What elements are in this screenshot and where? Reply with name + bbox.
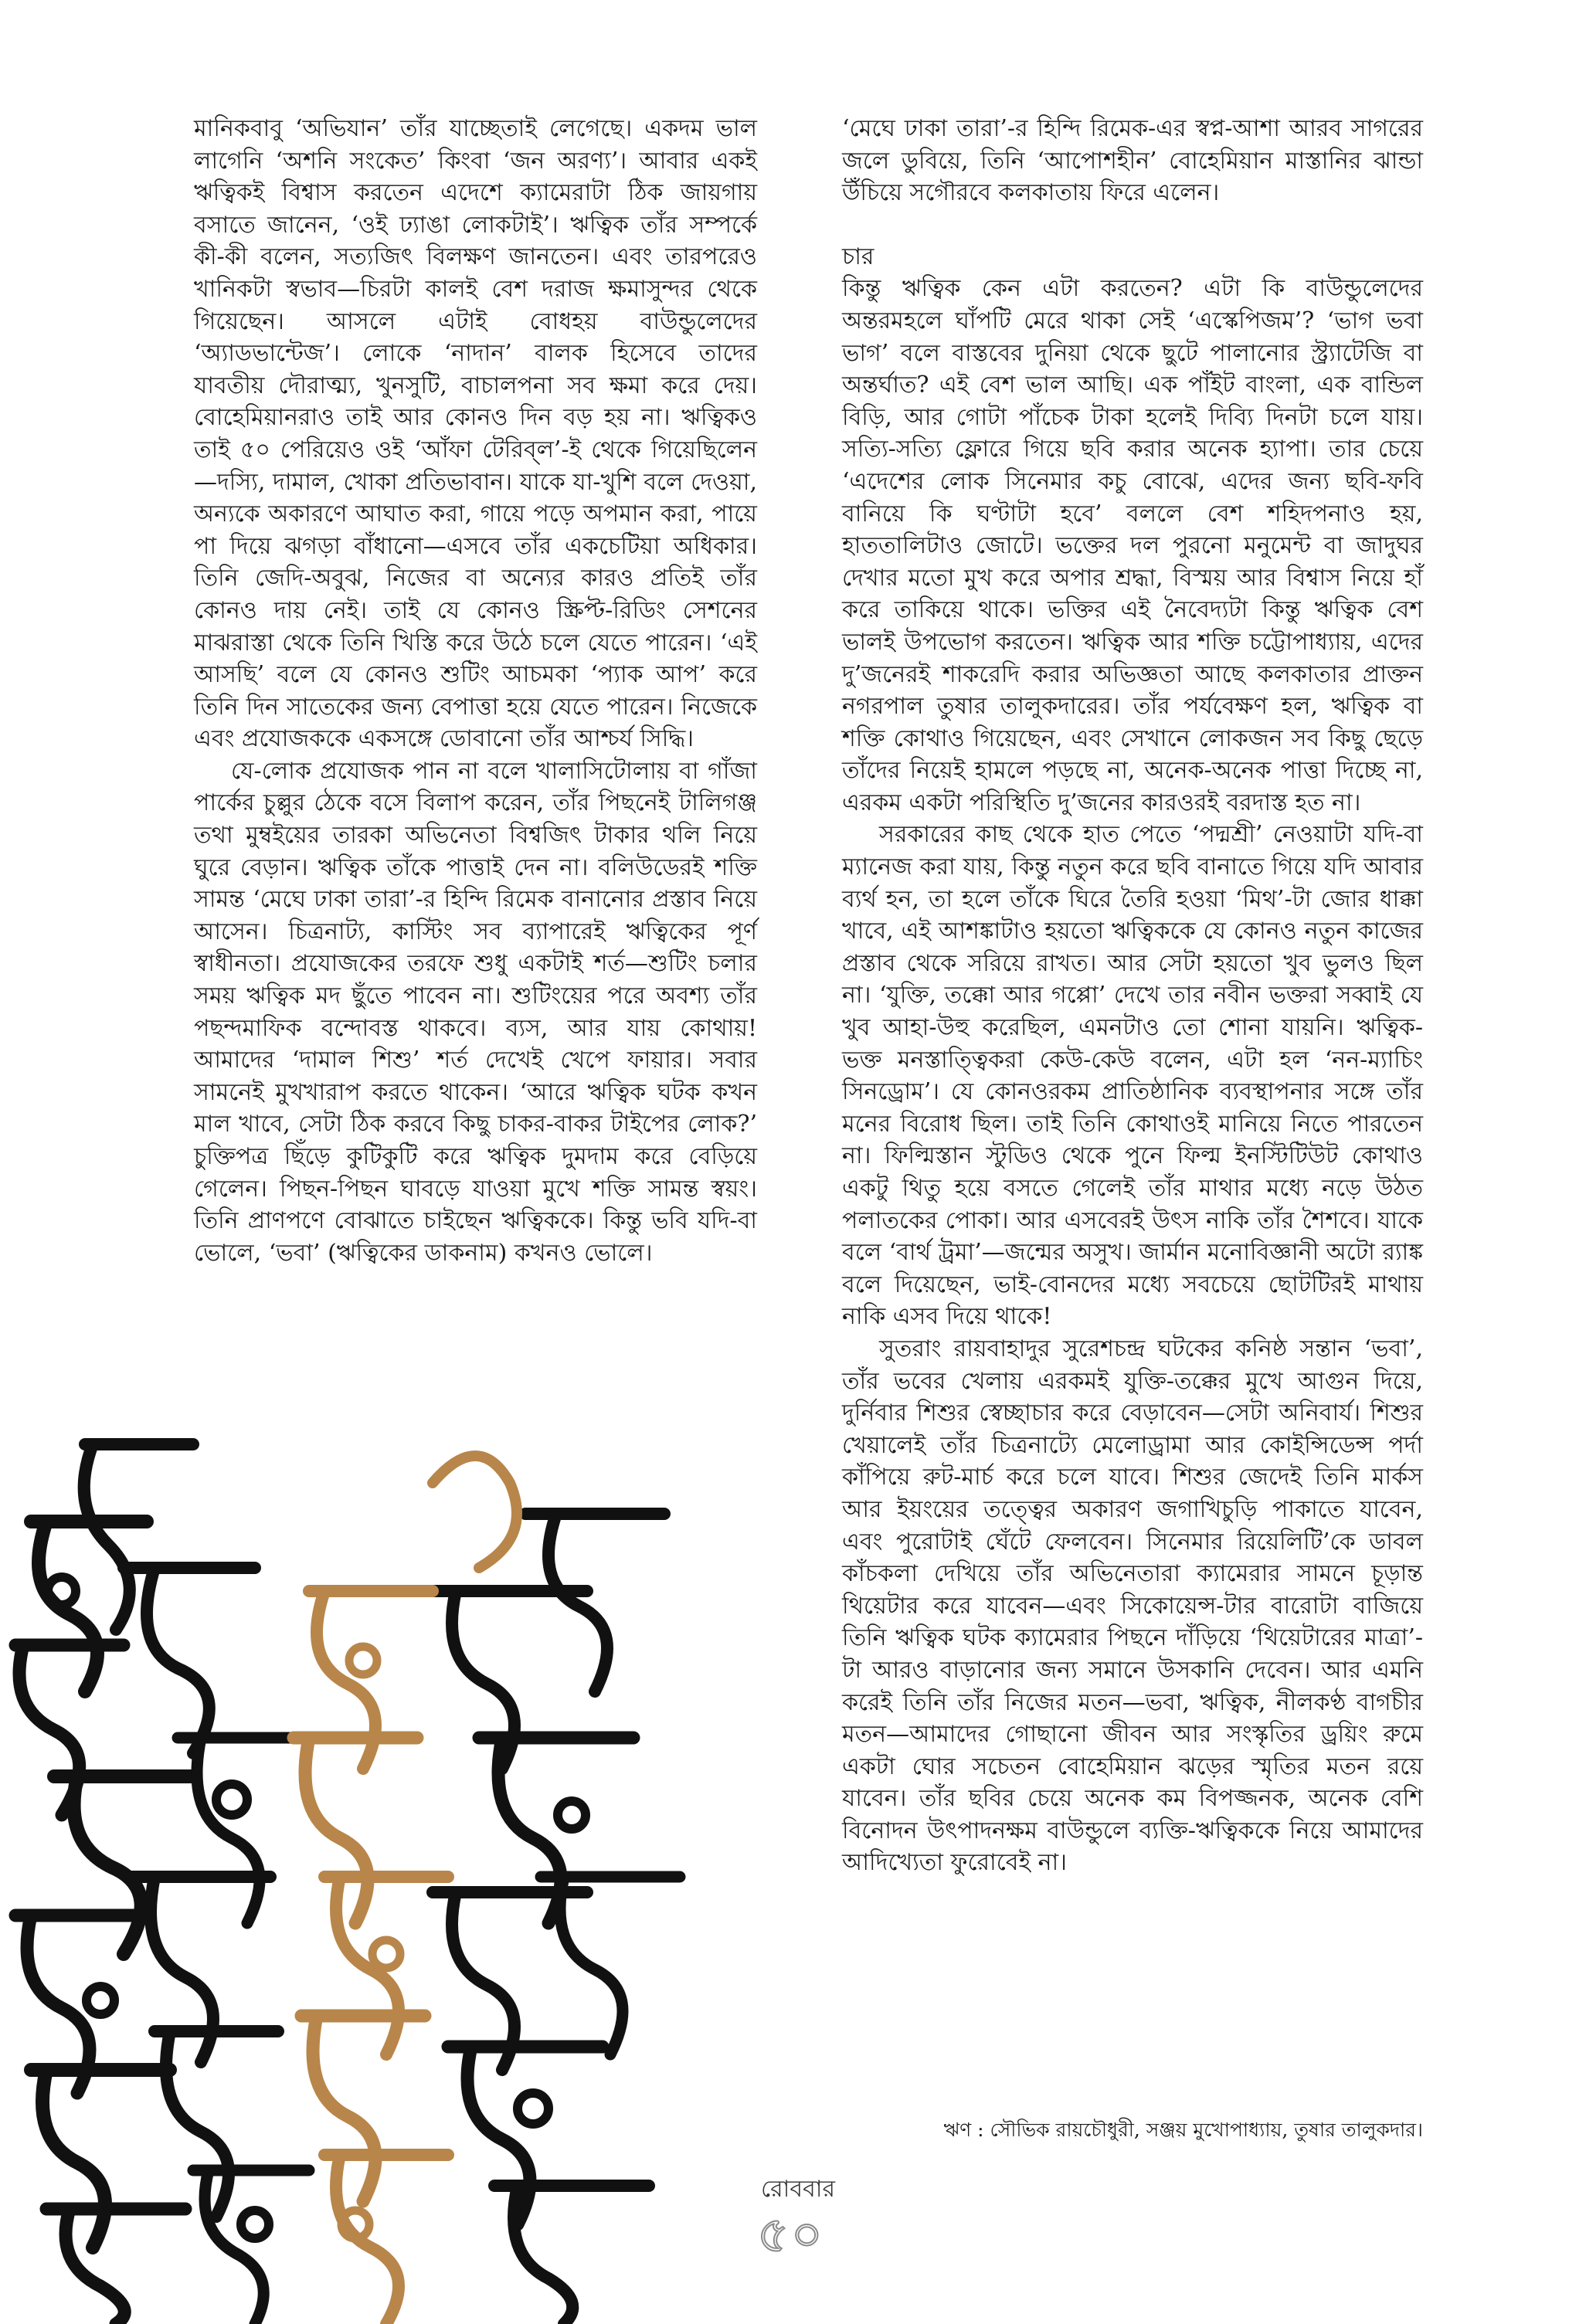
magazine-name: রোববার bbox=[761, 2176, 835, 2203]
article-paragraph: কিন্তু ঋত্বিক কেন এটা করতেন? এটা কি বাউন্ডুলেদের অন্তরমহলে ঘাঁপটি মেরে থাকা সেই ‘এস্কেপিজম’? ‘ভাগ ভবা ভাগ’ বলে বাস্তবের দুনিয়া থেকে ছুটে পালানোর স্ট্র্যাটেজি বা অন্তর্ঘাত? এই বেশ ভাল আছি। এক পাঁইট বাংলা, এক বান্ডিল বিড়ি, আর গোটা পাঁচেক টাকা হলেই দিব্যি দিনটা চলে যায়। সত্যি-সত্যি ফ্লোরে গিয়ে ছবি করার অনেক হ্যাপা। তার চেয়ে ‘এদেশের লোক সিনেমার কচু বোঝে, এদের জন্য ছবি-ফবি বানিয়ে কি ঘণ্টাটা হবে’ বললে বেশ শহিদপনাও হয়, হাততালিটাও জোটে। ভক্তের দল পুরনো মনুমেন্ট বা জাদুঘর দেখার মতো মুখ করে অপার শ্রদ্ধা, বিস্ময় আর বিশ্বাস নিয়ে হাঁ করে তাকিয়ে থাকে। ভক্তির এই নৈবেদ্যটা কিন্তু ঋত্বিক বেশ ভালই উপভোগ করতেন। ঋত্বিক আর শক্তি চট্টোপাধ্যায়, এদের দু’জনেরই শাকরেদি করার অভিজ্ঞতা আছে কলকাতার প্রাক্তন নগরপাল তুষার তালুকদারের। তাঁর পর্যবেক্ষণ হল, ঋত্বিক বা শক্তি কোথাও গিয়েছেন, এবং সেখানে লোকজন সব কিছু ছেড়ে তাঁদের নিয়েই হামলে পড়ছে না, অনেক-অনেক পাত্তা দিচ্ছে না, এরকম একটা পরিস্থিতি দু’জনের কারওরই বরদাস্ত হত না। bbox=[842, 275, 1423, 816]
article-column-left bbox=[194, 113, 757, 1269]
right-body bbox=[842, 273, 1423, 1879]
right-lead-paragraph: ‘মেঘে ঢাকা তারা’-র হিন্দি রিমেক-এর স্বপ্ন-আশা আরব সাগরের জলে ডুবিয়ে, তিনি ‘আপোশহীন’ বোহেমিয়ান মাস্তানির ঝান্ডা উঁচিয়ে সগৌরবে কলকাতায় ফিরে এলেন। bbox=[842, 115, 1423, 207]
article-paragraph: সুতরাং রায়বাহাদুর সুরেশচন্দ্র ঘটকের কনিষ্ঠ সন্তান ‘ভবা’, তাঁর ভবের খেলায় এরকমই যুক্তি-তক্কের মুখে আগুন দিয়ে, দুর্নিবার শিশুর স্বেচ্ছাচার করে বেড়াবেন—সেটা অনিবার্য। শিশুর খেয়ালেই তাঁর চিত্রনাট্যে মেলোড্রামা আর কোইন্সিডেন্স পর্দা কাঁপিয়ে রুট-মার্চ করে চলে যাবে। শিশুর জেদেই তিনি মার্কস আর ইয়ংয়ের তত্ত্বের অকারণ জগাখিচুড়ি পাকাতে যাবেন, এবং পুরোটাই ঘেঁটে ফেলবেন। সিনেমার রিয়েলিটি’কে ডাবল কাঁচকলা দেখিয়ে তাঁর অভিনেতারা ক্যামেরার সামনে চূড়ান্ত থিয়েটার করে যাবেন—এবং সিকোয়েন্স-টার বারোটা বাজিয়ে তিনি ঋত্বিক ঘটক ক্যামেরার পিছনে দাঁড়িয়ে ‘থিয়েটারের মাত্রা’-টা আরও বাড়ানোর জন্য সমানে উসকানি দেবেন। আর এমনি করেই তিনি তাঁর নিজের মতন—ভবা, ঋত্বিক, নীলকণ্ঠ বাগচীর মতন—আমাদের গোছানো জীবন আর সংস্কৃতির ড্রয়িং রুমে একটা ঘোর সচেতন বোহেমিয়ান ঝড়ের স্মৃতির মতন রয়ে যাবেন। তাঁর ছবির চেয়ে অনেক কম বিপজ্জনক, অনেক বেশি বিনোদন উৎপাদনক্ষম বাউন্ডুলে ব্যক্তি-ঋত্বিককে নিয়ে আমাদের আদিখ্যেতা ফুরোবেই না। bbox=[842, 1335, 1423, 1877]
article-column-right bbox=[842, 113, 1423, 1879]
article-paragraph: সরকারের কাছ থেকে হাত পেতে ‘পদ্মশ্রী’ নেওয়াটা যদি-বা ম্যানেজ করা যায়, কিন্তু নতুন করে ছবি বানাতে গিয়ে যদি আবার ব্যর্থ হন, তা হলে তাঁকে ঘিরে তৈরি হওয়া ‘মিথ’-টা জোর ধাক্কা খাবে, এই আশঙ্কাটাও হয়তো ঋত্বিককে যে কোনও নতুন কাজের প্রস্তাব থেকে সরিয়ে রাখত। আর সেটা হয়তো খুব ভুলও ছিল না। ‘যুক্তি, তক্কো আর গপ্পো’ দেখে তার নবীন ভক্তরা সব্বাই যে খুব আহা-উহু করেছিল, এমনটাও তো শোনা যায়নি। ঋত্বিক-ভক্ত মনস্তাত্ত্বিকরা কেউ-কেউ বলেন, এটা হল ‘নন-ম্যাচিং সিনড্রোম’। যে কোনওরকম প্রাতিষ্ঠানিক ব্যবস্থাপনার সঙ্গে তাঁর মনের বিরোধ ছিল। তাই তিনি কোথাওই মানিয়ে নিতে পারতেন না। ফিল্মিস্তান স্টুডিও থেকে পুনে ফিল্ম ইনস্টিটিউট কোথাও একটু থিতু হয়ে বসতে গেলেই তাঁর মাথার মধ্যে নড়ে উঠত পলাতকের পোকা। আর এসবেরই উৎস নাকি তাঁর শৈশবে। যাকে বলে ‘বার্থ ট্রমা’—জন্মের অসুখ। জার্মান মনোবিজ্ঞানী অটো র‍্যাঙ্ক বলে দিয়েছেন, ভাই-বোনদের মধ্যে সবচেয়ে ছোটটিরই মাথায় নাকি এসব দিয়ে থাকে! bbox=[842, 821, 1423, 1331]
article-paragraph: যে-লোক প্রযোজক পান না বলে খালাসিটোলায় বা গাঁজা পার্কের চুল্লুর ঠেকে বসে বিলাপ করেন, তাঁর পিছনেই টালিগঞ্জ তথা মুম্বইয়ের তারকা অভিনেতা বিশ্বজিৎ টাকার থলি নিয়ে ঘুরে বেড়ান। ঋত্বিক তাঁকে পাত্তাই দেন না। বলিউডেরই শক্তি সামন্ত ‘মেঘে ঢাকা তারা’-র হিন্দি রিমেক বানানোর প্রস্তাব নিয়ে আসেন। চিত্রনাট্য, কাস্টিং সব ব্যাপারেই ঋত্বিকের পূর্ণ স্বাধীনতা। প্রযোজকের তরফে শুধু একটাই শর্ত—শুটিং চলার সময় ঋত্বিক মদ ছুঁতে পাবেন না। শুটিংয়ের পরে অবশ্য তাঁর পছন্দমাফিক বন্দোবস্ত থাকবে। ব্যস, আর যায় কোথায়! আমাদের ‘দামাল শিশু’ শর্ত দেখেই খেপে ফায়ার। সবার সামনেই মুখখারাপ করতে থাকেন। ‘আরে ঋত্বিক ঘটক কখন মাল খাবে, সেটা ঠিক করবে কিছু চাকর-বাকর টাইপের লোক?’ চুক্তিপত্র ছিঁড়ে কুটিকুটি করে ঋত্বিক দুমদাম করে বেড়িয়ে গেলেন। পিছন-পিছন ঘাবড়ে যাওয়া মুখে শক্তি সামন্ত স্বয়ং। তিনি প্রাণপণে বোঝাতে চাইছেন ঋত্বিককে। কিন্তু ভবি যদি-বা ভোলে, ‘ভবা’ (ঋত্বিকের ডাকনাম) কখনও ভোলে। bbox=[194, 757, 757, 1267]
section-heading: চার bbox=[842, 243, 874, 270]
calligraphy-artwork-icon bbox=[0, 1413, 711, 2324]
page-number: ৫০ bbox=[757, 2207, 825, 2264]
acknowledgement-credit: ঋণ : সৌভিক রায়চৌধুরী, সঞ্জয় মুখোপাধ্যায়, তুষার তালুকদার। bbox=[943, 2119, 1423, 2141]
article-paragraph: মানিকবাবু ‘অভিযান’ তাঁর যাচ্ছেতাই লেগেছে। একদম ভাল লাগেনি ‘অশনি সংকেত’ কিংবা ‘জন অরণ্য’। আবার একই ঋত্বিকই বিশ্বাস করতেন এদেশে ক্যামেরাটা ঠিক জায়গায় বসাতে জানেন, ‘ওই ঢ্যাঙা লোকটাই’। ঋত্বিক তাঁর সম্পর্কে কী-কী বলেন, সত্যজিৎ বিলক্ষণ জানতেন। এবং তারপরেও খানিকটা স্বভাব—চিরটা কালই বেশ দরাজ ক্ষমাসুন্দর থেকে গিয়েছেন। আসলে এটাই বোধহয় বাউন্ডুলেদের ‘অ্যাডভান্টেজ’। লোকে ‘নাদান’ বালক হিসেবে তাদের যাবতীয় দৌরাত্ম্য, খুনসুটি, বাচালপনা সব ক্ষমা করে দেয়। বোহেমিয়ানরাও তাই আর কোনও দিন বড় হয় না। ঋত্বিকও তাই ৫০ পেরিয়েও ওই ‘আঁফা টেরিব্‌ল’-ই থেকে গিয়েছিলেন—দস্যি, দামাল, খোকা প্রতিভাবান। যাকে যা-খুশি বলে দেওয়া, অন্যকে অকারণে আঘাত করা, গায়ে পড়ে অপমান করা, পায়ে পা দিয়ে ঝগড়া বাঁধানো—এসবে তাঁর একচেটিয়া অধিকার। তিনি জেদি-অবুঝ, নিজের বা অন্যের কারও প্রতিই তাঁর কোনও দায় নেই। তাই যে কোনও স্ক্রিপ্ট-রিডিং সেশনের মাঝরাস্তা থেকে তিনি খিস্তি করে উঠে চলে যেতে পারেন। ‘এই আসছি’ বলে যে কোনও শুটিং আচমকা ‘প্যাক আপ’ করে তিনি দিন সাতেকের জন্য বেপাত্তা হয়ে যেতে পারেন। নিজেকে এবং প্রযোজককে একসঙ্গে ডোবানো তাঁর আশ্চর্য সিদ্ধি। bbox=[194, 115, 757, 753]
